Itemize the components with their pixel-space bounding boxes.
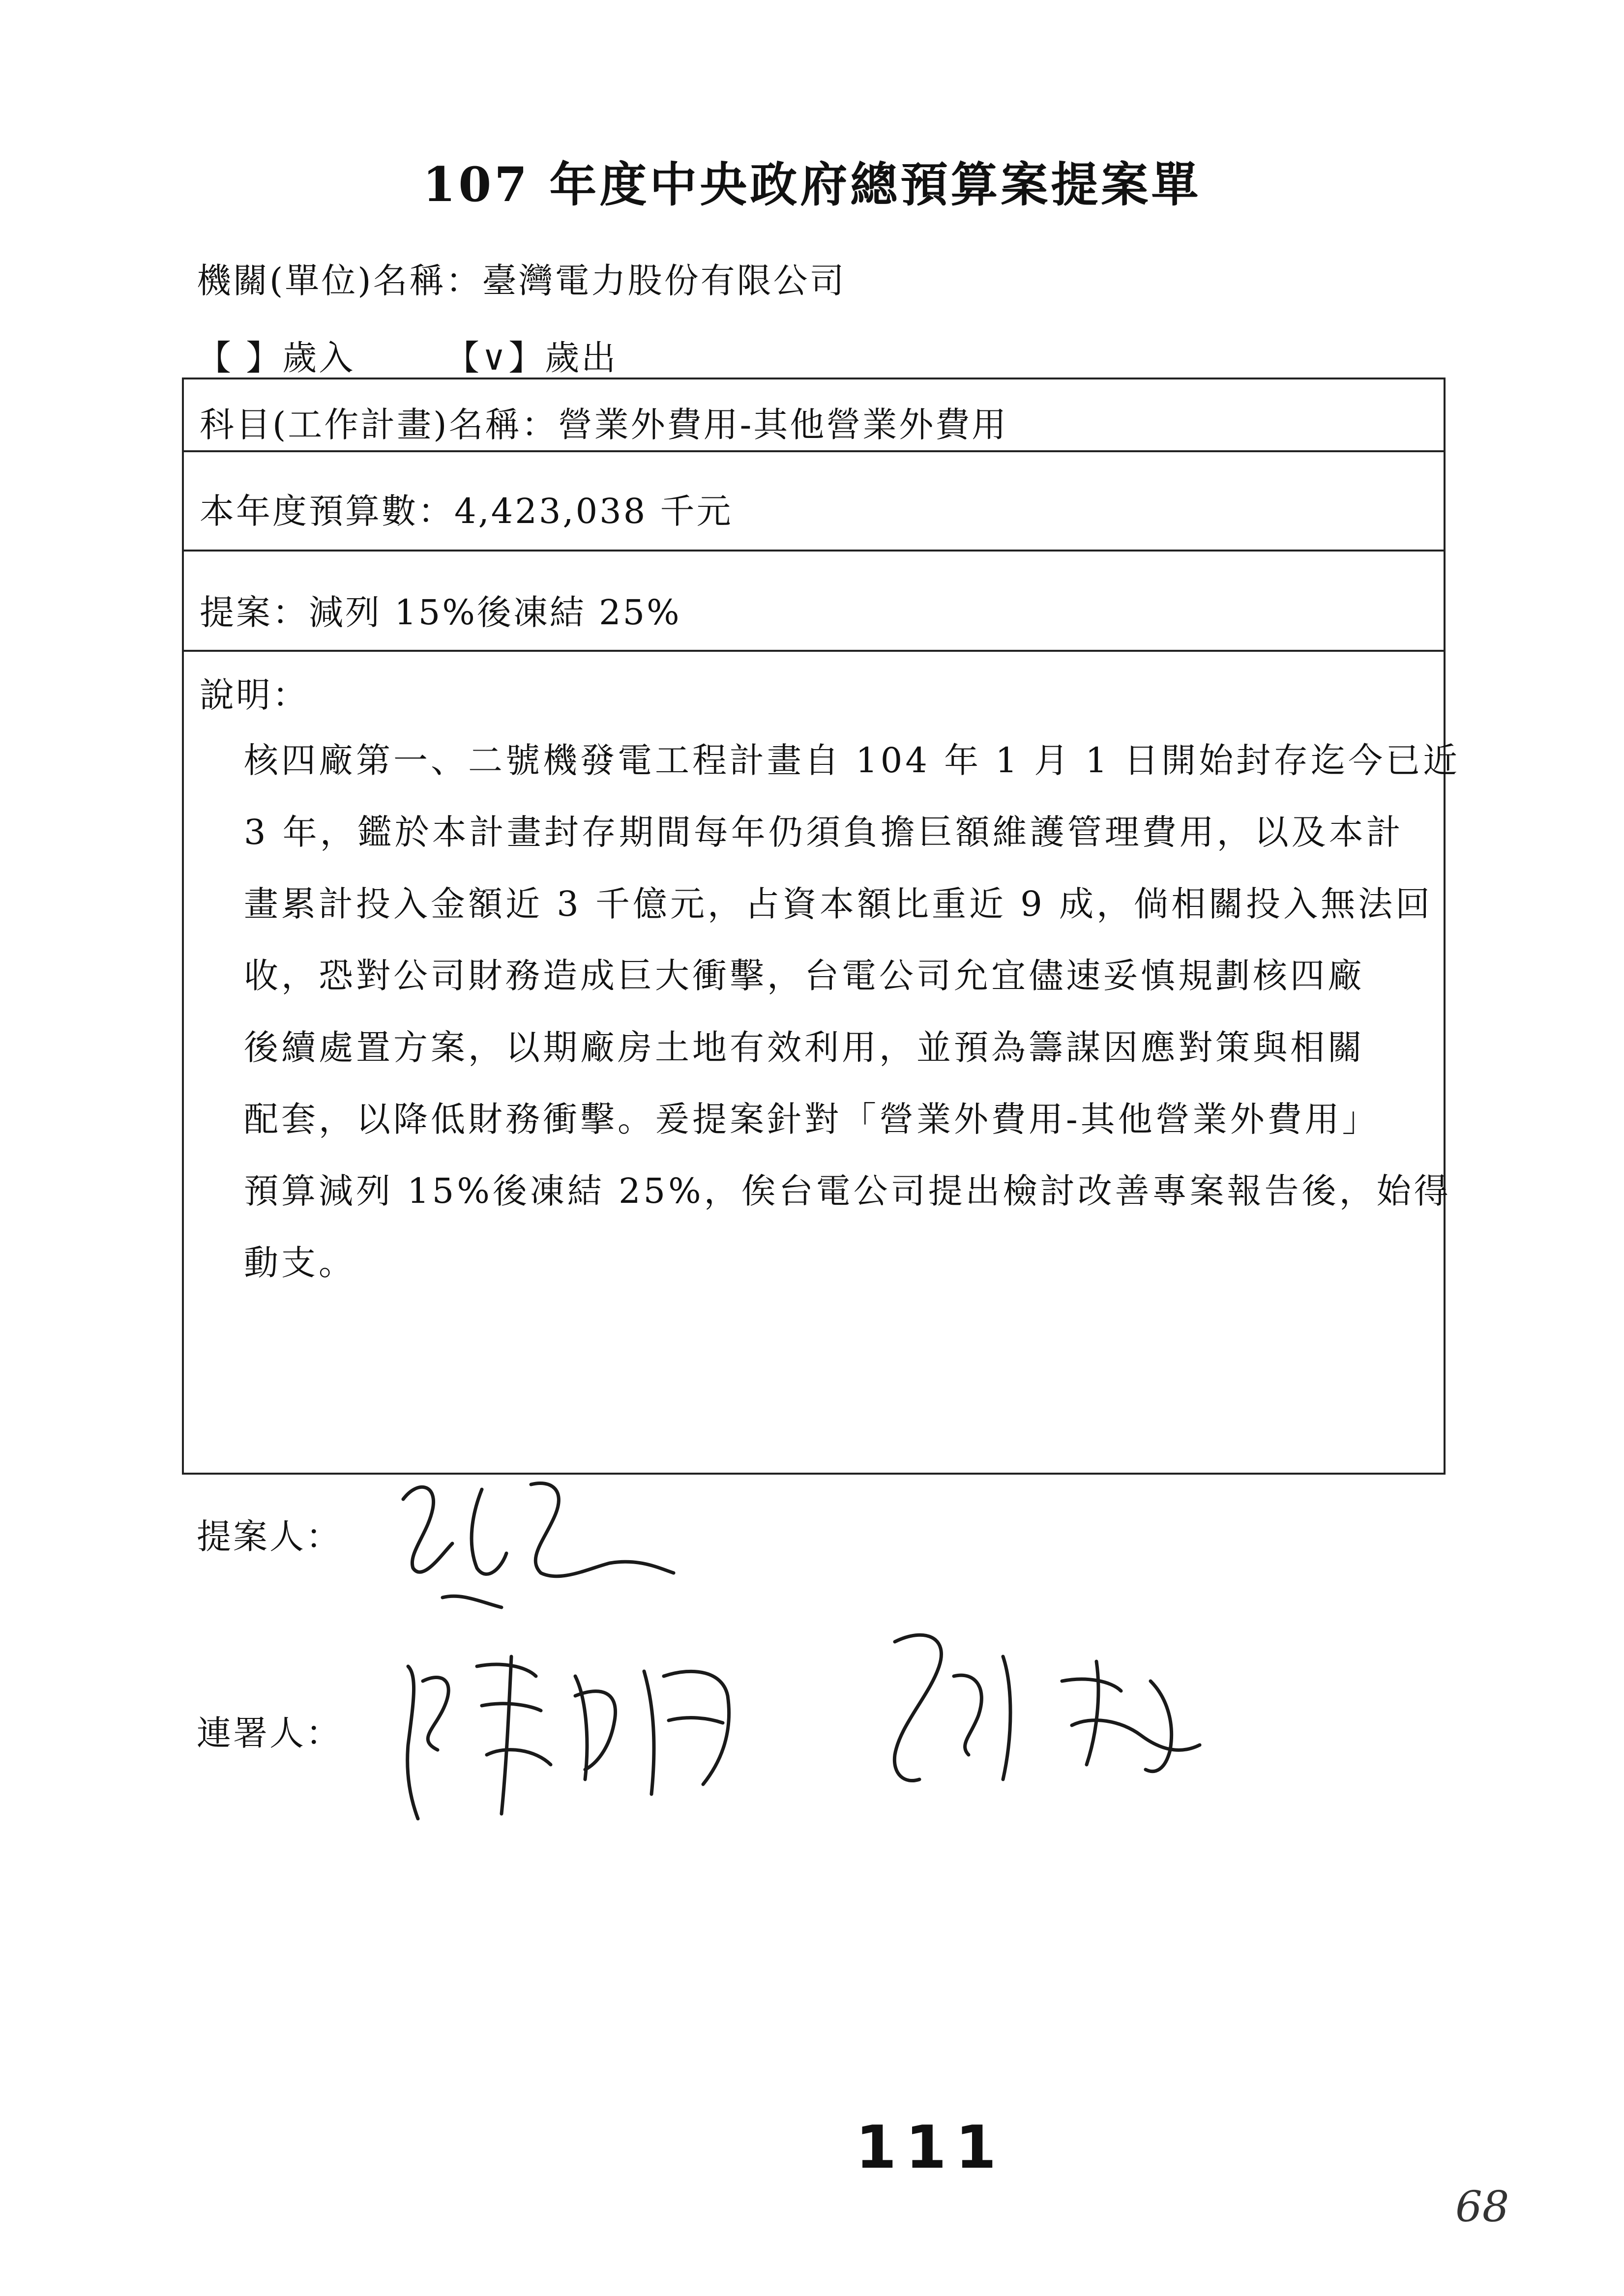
proposer-label: 提案人： [197,1516,342,1557]
explanation-line: 核四廠第一、二號機發電工程計畫自 104 年 1 月 1 日開始封存迄今已近 [244,740,1461,781]
document-title: 107 年度中央政府總預算案提案單 [422,157,1202,212]
explanation-line: 後續處置方案，以期廠房土地有效利用，並預為籌謀因應對策與相關 [244,1027,1365,1068]
proposal-line: 提案：減列 15%後凍結 25% [200,592,681,633]
explanation-line: 畫累計投入金額近 3 千億元，占資本額比重近 9 成，倘相關投入無法回 [244,884,1433,924]
cosigner-label: 連署人： [197,1713,342,1753]
proposal-table [182,378,1461,1475]
revenue-option: 【 】歲入 [197,338,355,378]
cosigner-signature-2 [865,1612,1239,1809]
explanation-label: 說明： [200,675,309,715]
budget-row [184,452,1444,552]
agency-line: 機關(單位)名稱：臺灣電力股份有限公司 [197,261,846,301]
cosigner-signature-1 [388,1637,762,1833]
explanation-row [184,652,1461,1473]
explanation-line: 動支。 [244,1243,356,1283]
expense-option: 【∨】歲出 [445,338,618,378]
subject-line: 科目(工作計畫)名稱：營業外費用-其他營業外費用 [200,405,1008,445]
budget-line: 本年度預算數：4,423,038 千元 [200,491,733,531]
subject-row [184,379,1444,452]
explanation-line: 預算減列 15%後凍結 25%，俟台電公司提出檢討改善專案報告後，始得 [244,1171,1451,1211]
proposal-row [184,552,1444,652]
explanation-line: 配套，以降低財務衝擊。爰提案針對「營業外費用-其他營業外費用」 [244,1099,1380,1139]
explanation-line: 3 年，鑑於本計畫封存期間每年仍須負擔巨額維護管理費用，以及本計 [244,812,1404,852]
explanation-line: 收，恐對公司財務造成巨大衝擊，台電公司允宜儘速妥慎規劃核四廠 [244,956,1365,996]
page-number: 68 [1455,2182,1509,2232]
handwritten-mark: 111 [856,2114,1005,2182]
proposer-signature [384,1470,698,1637]
